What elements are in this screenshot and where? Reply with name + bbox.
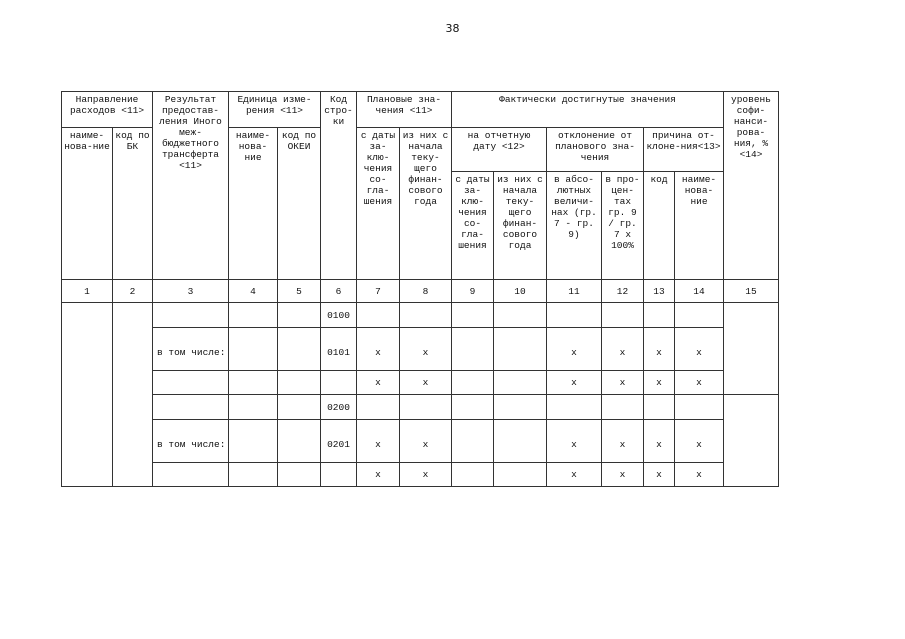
cell-uroven: [724, 395, 779, 487]
cell: [602, 303, 644, 328]
cell-x: x: [602, 463, 644, 487]
cell-x: x: [602, 371, 644, 395]
cell-x: x: [547, 463, 602, 487]
cell-x: x: [644, 463, 675, 487]
cell: [452, 303, 494, 328]
cell-x: x: [400, 420, 452, 463]
cell-x: x: [602, 328, 644, 371]
column-number: 2: [113, 280, 153, 303]
table-row: [62, 395, 779, 420]
column-number: 15: [724, 280, 779, 303]
cell-x: x: [675, 328, 724, 371]
cell: [321, 463, 357, 487]
column-number: 6: [321, 280, 357, 303]
cell-x: x: [644, 328, 675, 371]
cell: [278, 371, 321, 395]
column-number: 10: [494, 280, 547, 303]
cell-x: x: [400, 463, 452, 487]
cell: [452, 371, 494, 395]
cell-x: x: [644, 420, 675, 463]
cell-code: 0201: [321, 420, 357, 463]
column-number: 8: [400, 280, 452, 303]
column-number: 5: [278, 280, 321, 303]
cell: [357, 303, 400, 328]
cell: [229, 303, 278, 328]
header-rezultat: Результат предостав-ления Иного меж-бюджетного трансферта <11>: [153, 92, 229, 280]
table-row: [62, 371, 779, 395]
cell-x: x: [675, 371, 724, 395]
column-number: 7: [357, 280, 400, 303]
cell-uroven: [724, 303, 779, 395]
cell-v-tom-chisle: в том числе:: [153, 420, 229, 463]
cell: [547, 303, 602, 328]
cell: [644, 395, 675, 420]
cell: [494, 463, 547, 487]
header-naimenovanie-2: наиме-нова-ние: [229, 128, 278, 280]
header-edinica: Единица изме-рения <11>: [229, 92, 321, 128]
cell: [452, 463, 494, 487]
cell-x: x: [357, 371, 400, 395]
page-number: 38: [445, 22, 460, 35]
header-planovye: Плановые зна-чения <11>: [357, 92, 452, 128]
cell-kod-bk: [113, 303, 153, 487]
cell-x: x: [602, 420, 644, 463]
cell-x: x: [644, 371, 675, 395]
header-kod-bk: код по БК: [113, 128, 153, 280]
cell: [675, 395, 724, 420]
report-table: [61, 91, 779, 487]
cell-x: x: [675, 420, 724, 463]
table-row: [62, 303, 779, 328]
cell: [229, 420, 278, 463]
column-number: 11: [547, 280, 602, 303]
column-number: 1: [62, 280, 113, 303]
cell: [494, 395, 547, 420]
header-prichina-naim: наиме-нова-ние: [675, 172, 724, 280]
header-fakticheskie: Фактически достигнутые значения: [452, 92, 724, 128]
cell: [229, 463, 278, 487]
cell: [278, 420, 321, 463]
header-naimenovanie-1: наиме-нова-ние: [62, 128, 113, 280]
cell-x: x: [357, 463, 400, 487]
cell: [602, 395, 644, 420]
cell-code: 0200: [321, 395, 357, 420]
cell-x: x: [357, 328, 400, 371]
cell: [278, 395, 321, 420]
column-number: 13: [644, 280, 675, 303]
header-plan-iz-nih: из них с начала теку-щего финан-сового года: [400, 128, 452, 280]
cell: [452, 395, 494, 420]
cell: [357, 395, 400, 420]
cell-x: x: [357, 420, 400, 463]
header-prichina-kod: код: [644, 172, 675, 280]
cell: [494, 420, 547, 463]
header-fakt-s-daty: с даты за-клю-чения со-гла-шения: [452, 172, 494, 280]
cell: [400, 303, 452, 328]
cell-x: x: [547, 371, 602, 395]
table-row: [62, 420, 779, 463]
cell-x: x: [400, 371, 452, 395]
header-prichina: причина от-клоне-ния<13>: [644, 128, 724, 172]
cell-x: x: [400, 328, 452, 371]
header-uroven: уровень софи-нанси-рова-ния, % <14>: [724, 92, 779, 280]
column-number: 14: [675, 280, 724, 303]
header-otklonenie: отклонение от планового зна-чения: [547, 128, 644, 172]
cell: [153, 395, 229, 420]
cell: [400, 395, 452, 420]
header-plan-s-daty: с даты за-клю-чения со-гла-шения: [357, 128, 400, 280]
column-number: 12: [602, 280, 644, 303]
cell: [321, 371, 357, 395]
cell: [153, 303, 229, 328]
header-kod-okei: код по ОКЕИ: [278, 128, 321, 280]
cell-x: x: [547, 420, 602, 463]
cell: [494, 303, 547, 328]
cell: [644, 303, 675, 328]
cell: [229, 328, 278, 371]
cell: [278, 303, 321, 328]
column-number: 4: [229, 280, 278, 303]
cell: [452, 328, 494, 371]
cell: [229, 395, 278, 420]
table-row: [62, 463, 779, 487]
cell-naimenovanie: [62, 303, 113, 487]
column-number: 9: [452, 280, 494, 303]
cell: [494, 371, 547, 395]
cell: [675, 303, 724, 328]
cell: [452, 420, 494, 463]
header-fakt-iz-nih: из них с начала теку-щего финан-сового года: [494, 172, 547, 280]
column-number: 3: [153, 280, 229, 303]
cell-code: 0100: [321, 303, 357, 328]
cell: [547, 395, 602, 420]
cell: [278, 328, 321, 371]
cell: [153, 463, 229, 487]
cell: [278, 463, 321, 487]
cell: [229, 371, 278, 395]
header-kod-stroki: Код стро-ки: [321, 92, 357, 280]
cell-v-tom-chisle: в том числе:: [153, 328, 229, 371]
cell-x: x: [675, 463, 724, 487]
table-row: [62, 328, 779, 371]
header-v-procentah: в про-цен-тах гр. 9 / гр. 7 x 100%: [602, 172, 644, 280]
header-v-absolyutnyh: в абсо-лютных величи-нах (гр. 7 - гр. 9): [547, 172, 602, 280]
cell-x: x: [547, 328, 602, 371]
header-na-otchetnuyu: на отчетную дату <12>: [452, 128, 547, 172]
header-napravlenie: Направление расходов <11>: [62, 92, 153, 128]
cell: [494, 328, 547, 371]
cell: [153, 371, 229, 395]
cell-code: 0101: [321, 328, 357, 371]
